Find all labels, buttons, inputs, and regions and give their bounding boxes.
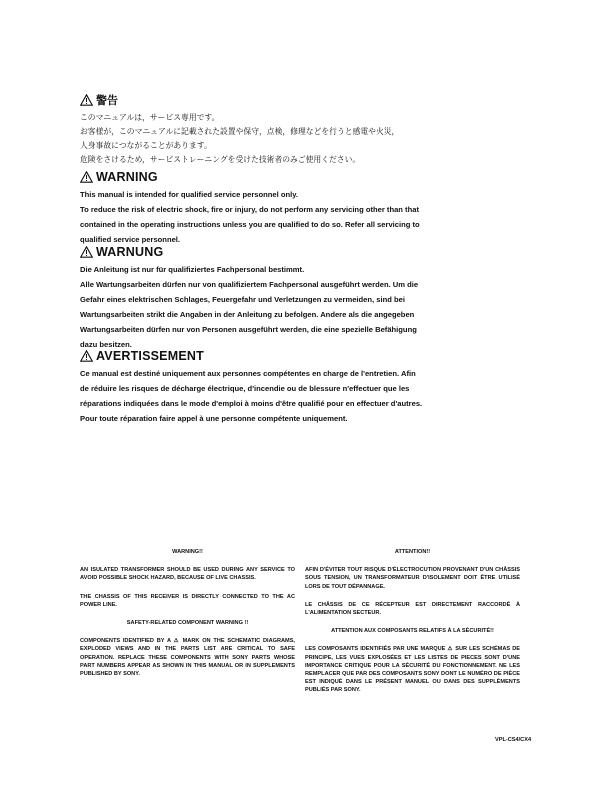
column-subtitle: SAFETY-RELATED COMPONENT WARNING !!: [126, 620, 249, 627]
section-body: [80, 366, 530, 426]
column-paragraph: THE CHASSIS OF THIS RECEIVER IS DIRECTLY CONNECTED TO THE AC POWER LINE.: [80, 593, 295, 608]
warning-section-french: [80, 349, 530, 426]
column-subtitle: ATTENTION AUX COMPOSANTS RELATIFS À LA SÉCURITÉ!!: [331, 628, 494, 635]
right-column-attention: [305, 548, 520, 705]
body-line: Die Anleitung ist nur für qualifiziertes Fachpersonal bestimmt.: [80, 265, 305, 274]
section-title: AVERTISSEMENT: [96, 349, 204, 363]
body-line: このマニュアルは，サービス専用です。: [80, 113, 220, 122]
column-paragraph: LE CHÂSSIS DE CE RÉCEPTEUR EST DIRECTEMENT RACCORDÉ À L'ALIMENTATION SECTEUR.: [305, 601, 520, 617]
section-heading: [80, 92, 530, 108]
body-line: 人身事故につながることがあります。: [80, 141, 212, 150]
body-line: Wartungsarbeiten strikt die Angaben in der Anleitung zu befolgen. Andere als die angegeben: [80, 310, 415, 319]
section-body: [80, 187, 530, 247]
column-title: ATTENTION!!: [394, 549, 431, 555]
body-line: réparations indiquées dans le mode d'emploi à moins d'être qualifié pour en effectuer d'autres.: [80, 399, 423, 408]
column-paragraph: AN ISULATED TRANSFORMER SHOULD BE USED DURING ANY SERVICE TO AVOID POSSIBLE SHOCK HAZARD, BECAUSE OF LIVE CHASSIS.: [80, 567, 295, 582]
body-line: Alle Wartungsarbeiten dürfen nur von qualifiziertem Fachpersonal ausgeführt werden. Um die: [80, 280, 419, 289]
warning-triangle-icon: [80, 94, 93, 106]
body-line: contained in the operating instructions unless you are qualified to do so. Refer all servicing to: [80, 220, 420, 229]
section-heading: [80, 245, 530, 259]
body-line: Gefahr eines elektrischen Schlages, Feuergefahr und Verletzungen zu vermeiden, sind bei: [80, 295, 405, 304]
body-line: dazu besitzen.: [80, 340, 132, 349]
column-paragraph: AFIN D'ÉVITER TOUT RISQUE D'ÉLECTROCUTION PROVENANT D'UN CHÂSSIS SOUS TENSION, UN TRANSFORMATEUR D'ISOLEMENT DOIT ÊTRE UTILISÉ LORS DE TOUT DÉPANNAGE.: [305, 567, 520, 590]
body-line: Pour toute réparation faire appel à une personne compétente uniquement.: [80, 414, 348, 423]
column-paragraph: COMPONENTS IDENTIFIED BY A ⚠ MARK ON THE SCHEMATIC DIAGRAMS, EXPLODED VIEWS AND IN THE PARTS LIST ARE CRITICAL TO SAFE OPERATION. REPLACE THESE COMPONENTS WITH SONY PARTS WHOSE PART NUMBERS APPEAR AS SHOWN IN THIS MANUAL OR IN SUPPLEMENTS PUBLISHED BY SONY.: [80, 638, 295, 678]
body-line: This manual is intended for qualified service personnel only.: [80, 190, 299, 199]
left-column-warning: [80, 548, 295, 688]
warning-triangle-icon: [80, 350, 93, 362]
warning-section-japanese: [80, 92, 530, 167]
body-line: 危険をさけるため，サービストレーニングを受けた技術者のみご使用ください。: [80, 155, 361, 164]
section-title: WARNUNG: [96, 245, 164, 259]
body-line: qualified service personnel.: [80, 235, 181, 244]
column-title: WARNING!!: [172, 549, 203, 555]
warning-section-german: [80, 245, 530, 352]
body-line: Wartungsarbeiten dürfen nur von Personen ausgeführt werden, die eine spezielle Befähigung: [80, 325, 417, 334]
model-number: VPL-CS4/CX4: [495, 737, 532, 743]
body-line: お客様が，このマニュアルに記載された設置や保守，点検，修理などを行うと感電や火災，: [80, 127, 400, 136]
section-body: [80, 111, 530, 167]
section-body: [80, 262, 530, 352]
column-paragraph: LES COMPOSANTS IDENTIFIÉS PAR UNE MARQUE ⚠ SUR LES SCHÉMAS DE PRINCIPE, LES VUES EXPLOSÉES ET LES LISTES DE PIECES SONT D'UNE IMPORTANCE CRITIQUE POUR LA SÉCURITÉ DU FONCTIONNEMENT. NE LES REMPLACER QUE PAR DES COMPOSANTS SONY DONT LE NUMÉRO DE PIÈCE EST INDIQUÉ DANS LE PRÉSENT MANUEL OU DANS DES SUPPLÉMENTS PUBLIÉS PAR SONY.: [305, 646, 520, 694]
section-title: 警告: [96, 94, 118, 107]
warning-section-english: [80, 170, 530, 247]
body-line: de réduire les risques de décharge électrique, d'incendie ou de blessure n'effectuer que les: [80, 384, 410, 393]
warning-triangle-icon: [80, 171, 93, 183]
body-line: Ce manual est destiné uniquement aux personnes compétentes en charge de l'entretien. Afin: [80, 369, 416, 378]
section-title: WARNING: [96, 170, 158, 184]
section-heading: [80, 170, 530, 184]
section-heading: [80, 349, 530, 363]
warning-triangle-icon: [80, 246, 93, 258]
body-line: To reduce the risk of electric shock, fire or injury, do not perform any servicing other than that: [80, 205, 419, 214]
